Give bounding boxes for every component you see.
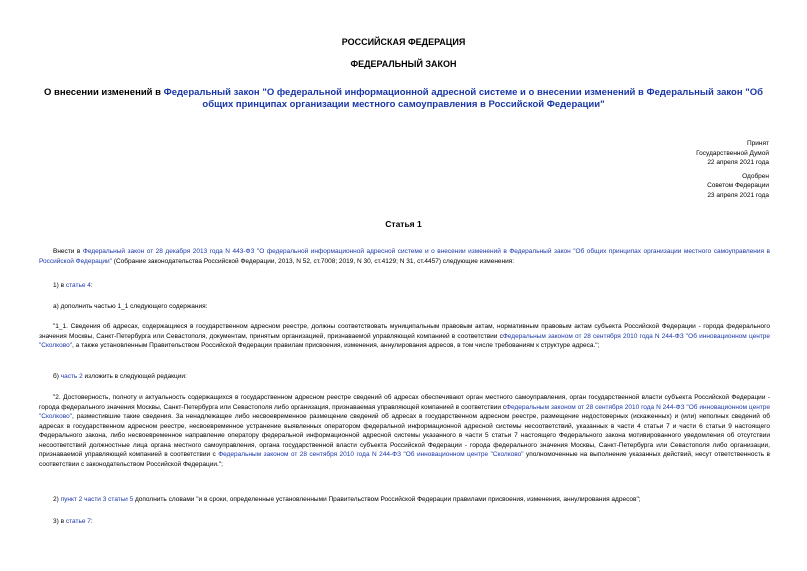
item1-text-end: : [90,282,93,289]
paragraph-part-2 [39,393,770,469]
adopted-date: 22 апреля 2021 года [707,159,769,167]
item-b-text: б) [53,373,61,380]
paragraph-item-1 [39,281,770,291]
paragraph-item-b [39,372,770,382]
part-2-text: "2. Достоверность, полноту и актуальность содержащихся в государственном адресном реестре сведений об адресах обеспечивают орган местного самоуправления, орган государственной власти субъекта Российской Федерации - города федерального значения Москвы, Санкт-Петербурга или Севастополя либо организация, признаваемая управляющей компанией в соответствии с [39,394,770,411]
part-2-link[interactable]: часть 2 [60,373,83,380]
intro-text-end: (Собрание законодательства Российской Федерации, 2013, N 52, ст.7008; 2019, N 30, ст.4129; N 31, ст.4457) следующие изменения: [112,257,515,265]
intro-law-link[interactable]: Федеральный закон от 28 декабря 2013 года N 443-ФЗ "О федеральной информационной адресной системе и о внесении изменений в Федеральный закон "Об общих принципах организации местного самоуправления в Российской Федерации" [39,248,771,265]
item-b-text-end: изложить в следующей редакции: [82,373,187,380]
paragraph-item-a [39,302,770,312]
skolkovo-law-link-3[interactable]: Федеральным законом от 28 сентября 2010 года N 244-ФЗ "Об инновационном центре "Сколково" [218,451,524,458]
article-5-link[interactable]: пункт 2 части 3 статьи 5 [60,496,134,503]
part-1-1-text: "1_1. Сведения об адресах, содержащиеся в государственном адресном реестре, должны соответствовать муниципальным правовым актам, нормативным правовым актам субъекта Российской Федерации - города федерального значения Москвы, Санкт-Петербурга или Севастополя, документам, принятым организацией, признаваемой управляющей компанией в соответствии с [39,323,770,340]
skolkovo-law-link-2[interactable]: Федеральным законом от 28 сентября 2010 года N 244-ФЗ "Об инновационном центре "Сколково" [39,403,770,420]
approved-label: Одобрен [742,172,769,180]
paragraph-item-2 [39,495,770,505]
part-1-1-text-end: , а также установленным Правительством Российской Федерации правилам присвоения, изменения, аннулирования адресов, в том числе требованиям к структуре адреса."; [72,342,600,349]
intro-text-start: Внести в [53,248,83,255]
title-law-link[interactable]: Федеральный закон "О федеральной информационной адресной системе и о внесении изменений в Федеральный закон "Об общих принципах организации местного самоуправления в Российской Федерации" [163,87,763,110]
item-a-text: а) дополнить частью 1_1 следующего содержания: [53,303,208,310]
paragraph-intro [39,247,770,266]
item3-text-end: : [90,518,93,525]
article-7-link[interactable]: статье 7 [65,518,91,525]
paragraph-item-3 [39,517,770,527]
paragraph-part-1-1 [39,322,770,351]
adopted-label: Принят [746,140,769,147]
country-heading: РОССИЙСКАЯ ФЕДЕРАЦИЯ [341,37,466,47]
adopted-by: Государственной Думой [696,149,769,157]
part-2-text-end: уполномоченные на выполнение указанных действий, несут ответственность в соответствии с законодательством Российской Федерации."; [39,451,770,468]
approved-date: 23 апреля 2021 года [707,191,769,199]
law-title [40,87,767,111]
item2-text-end: дополнить словами "и в сроки, определенные установленными Правительством Российской Федерации правилами присвоения, изменения, аннулирования адресов"; [133,496,641,503]
part-2-text-mid: , разместившие такие сведения. За ненадлежащее либо несвоевременное размещение сведений об адресах в государственном адресном реестре, размещение недостоверных (искаженных) и (или) неполных сведений об адресах в государственном адресном реестре, несвоевременное устранение выявленных оператором федеральной информационной адресной системы несоответствий, указанных в части 4 статьи 7 и части 6 статьи 9 настоящего Федерального закона, либо несвоевременное направление оператору федеральной информационной адресной системы указанного в части 5 статьи 7 настоящего Федерального закона мотивированного уведомления об отсутствии несоответствий должностные лица органа местного самоуправления, органа государственной власти субъекта Российской Федерации - города федерального значения Москвы, Санкт-Петербурга или Севастополя либо организации, признаваемой управляющей компанией в соответствии с [39,413,770,458]
doc-type-heading: ФЕДЕРАЛЬНЫЙ ЗАКОН [350,59,457,69]
item2-text: 2) [53,496,61,503]
skolkovo-law-link[interactable]: Федеральным законом от 28 сентября 2010 года N 244-ФЗ "Об инновационном центре "Сколково" [39,332,771,349]
item1-text: 1) в [53,282,66,289]
item3-text: 3) в [53,518,66,525]
title-prefix: О внесении изменений в [44,87,164,98]
approved-by: Советом Федерации [707,182,769,190]
article-heading: Статья 1 [385,219,422,229]
adoption-block [696,139,769,201]
article-4-link[interactable]: статье 4 [65,282,91,289]
